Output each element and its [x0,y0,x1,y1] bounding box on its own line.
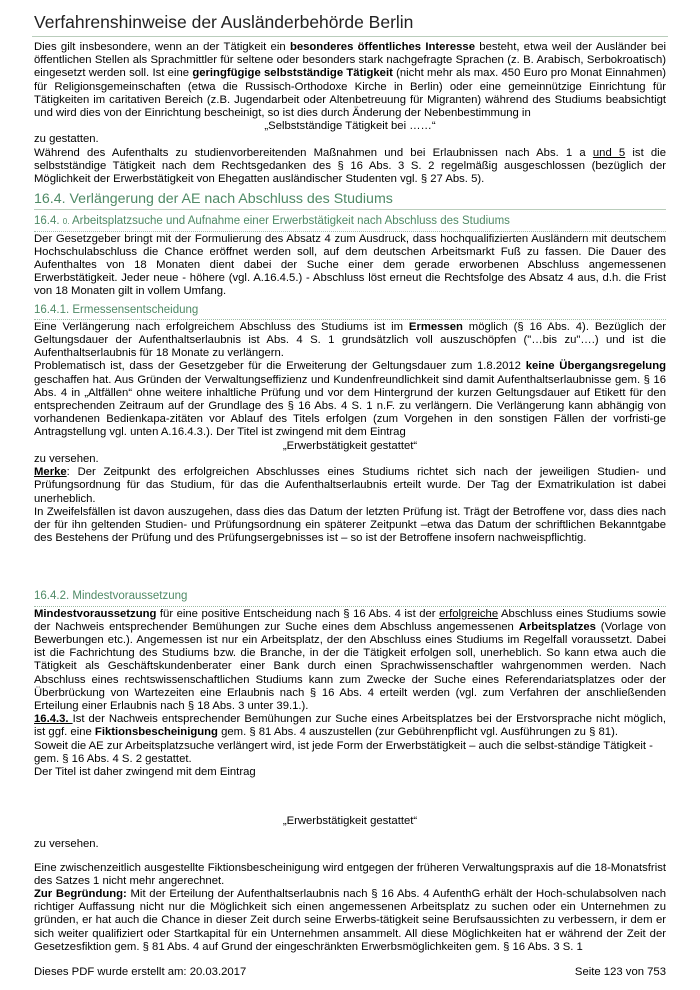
intro-paragraph-3: Während des Aufenthalts zu studienvorbereitenden Maßnahmen und bei Erlaubnissen nach Abs. 1 a und 5 ist die selbstständige Tätigkeit nach dem Rechtsgedanken des § 16 Abs. 3 S. 2 regelmäßig ausgeschlossen (bezüglich der Möglichkeit der Erwerbstätigkeit von Ehegatten ausländischer Studenten vgl. § 27 Abs. 5). [34,146,666,186]
document-title: Verfahrenshinweise der Ausländerbehörde Berlin [34,12,414,32]
spacer [34,852,666,862]
paragraph-16-4-1-d: In Zweifelsfällen ist davon auszugehen, dass dies das Datum der letzten Prüfung ist. Trägt der Betroffene vor, dass dies nach der für ihn geltenden Studien- und Prüfungsordnung ein späterer Zeitpunkt –etwa das Datum der schriftlichen Bekanntgabe des Bestehens der Prüfung und des Prüfungsergebnisses ist – so ist der Betroffene insofern nachweispflichtig. [34,505,666,545]
subsection-heading-16-4-0: 16.4. 0. Arbeitsplatzsuche und Aufnahme einer Erwerbstätigkeit nach Abschluss des Studiums [34,215,666,231]
paragraph-16-4-2-d: zu versehen. [34,838,99,851]
paragraph-16-4-2-f: Zur Begründung: Mit der Erteilung der Aufenthaltserlaubnis nach § 16 Abs. 4 AufenthG erhält der Hoch-schulabsolven nach richtiger Auffassung nicht nur die Möglichkeit sich einen angemessenen Arbeitsplatz zu suchen oder ein Unternehmen zu gründen, er hat auch die Chance in dieser Zeit durch seine Erwerbs-tätigkeit seine Berufsaussichten zu verbessern, ir dem er sich weiter qualifiziert oder Startkapital für ein Unternehmen ansammelt. All diese Möglichkeiten hat er während der Zeit der Gesetzesfiktion gem. § 81 Abs. 4 auf Grund der eingeschränkten Erwerbsmöglichkeiten gem. § 16 Abs. 3 S. 1 [34,887,666,953]
footer-page-number: Seite 123 von 753 [574,966,666,978]
paragraph-16-4-1-b: Problematisch ist, dass der Gesetzgeber für die Erweiterung der Geltungsdauer zum 1.8.2012 keine Übergangsregelung geschaffen hat. Aus Gründen der Verwaltungseffizienz und Kundenfreundlichkeit sind damit Aufenthaltserlaubnisse gem. § 16 Abs. 4 in „Altfällen“ ohne weitere inhaltliche Prüfung und vor dem Hintergrund der kurzen Geltungsdauer auf Etikett für den entsprechenden Zeitraum auf der Grundlage des § 16 Abs. 4 S. 1 n.F. zu verlängern. Die Verlängerung kann abhängig von vorhandenen Bedienkapa-zitäten vor Ablauf des Titels erfolgen (zum Vorgehen in den sonstigen Fällen der vorfristi-ge Antragstellung vgl. unten A.16.4.3.). Der Titel ist zwingend mit dem Eintrag [34,360,666,439]
intro-paragraph-2: zu gestatten. [34,133,99,146]
paragraph-16-4-3: 16.4.3. Ist der Nachweis entsprechender Bemühungen zur Suche eines Arbeitsplatzes bei der Erstvorsprache nicht möglich, ist ggf. eine Fiktionsbescheinigung gem. § 81 Abs. 4 auszustellen (zur Gebührenpflicht vgl. Ausführungen zu § 81). [34,713,666,739]
section-heading-16-4: 16.4. Verlängerung der AE nach Abschluss des Studiums [34,193,666,210]
paragraph-16-4-1-merke: Merke: Der Zeitpunkt des erfolgreichen Abschlusses eines Studiums richtet sich nach der jeweiligen Studien- und Prüfungsordnung für das Studium, für das die Aufenthaltserlaubnis erteilt wurde. Der Tag der Exmatrikulation ist dabei unerheblich. [34,466,666,505]
paragraph-16-4-1-a: Eine Verlängerung nach erfolgreichem Abschluss des Studiums ist im Ermessen möglich (§ 16 Abs. 4). Bezüglich der Geltungsdauer der Aufenthaltserlaubnis ist Abs. 4 S. 1 grundsätzlich voll auszuschöpfen ("…bis zu"….) und ist die Aufenthaltserlaubnis für 18 Monate zu verlängern. [34,320,666,360]
spacer [34,779,666,815]
paragraph-16-4-0: Der Gesetzgeber bringt mit der Formulierung des Absatz 4 zum Ausdruck, dass hochqualifizierten Ausländern mit deutschem Hochschulabschluss die Chance eröffnet werden soll, auf dem deutschen Arbeitsmarkt Fuß zu fassen. Die Dauer des Aufenthaltes von 18 Monaten dient dabei der Suche einer dem gerade erworbenen Abschluss angemessenen Erwerbstätigkeit. Jeder neue - höhere (vgl. A.16.4.5.) - Abschluss löst erneut die Rechtsfolge des Absatz 4 aus, d.h. die Frist von 18 Monaten gilt in vollem Umfang. [34,232,666,298]
subsection-heading-16-4-2: 16.4.2. Mindestvoraussetzung [34,590,666,606]
spacer [34,545,666,585]
intro-quote: „Selbstständige Tätigkeit bei ……“ [264,120,436,133]
intro-paragraph-1: Dies gilt insbesondere, wenn an der Tätigkeit ein besonderes öffentliches Interesse besteht, etwa weil der Ausländer bei öffentlichen Stellen als Sprachmittler für seltene oder besonders stark nachgefragte Sprachen (z. B. Arabisch, Serbokroatisch) eingesetzt werden soll. Ist eine geringfügige selbstständige Tätigkeit (nicht mehr als max. 450 Euro pro Monat Einnahmen) für Religionsgemeinschaften (etwa die Russisch-Orthodoxe Kirche in Berlin) oder eine gemeinnützige Einrichtung für Tätigkeiten im caritativen Bereich (z.B. Jugendarbeit oder Altenbetreuung für Migranten) während des Studiums beabsichtigt und wird dies von der Einrichtung bescheinigt, so ist dies durch Änderung der Nebenbestimmung in [34,41,666,120]
paragraph-16-4-2-e: Eine zwischenzeitlich ausgestellte Fiktionsbescheinigung wird entgegen der früheren Verwaltungspraxis auf die 18-Monatsfrist des Satzes 1 nicht mehr angerechnet. [34,861,666,887]
spacer [34,828,666,838]
paragraph-16-4-1-c: zu versehen. [34,452,99,465]
paragraph-16-4-2-a: Mindestvoraussetzung für eine positive Entscheidung nach § 16 Abs. 4 ist der erfolgreiche Abschluss eines Studiums sowie der Nachweis entsprechender Bemühungen zur Suche eines dem Abschluss angemessenen Arbeitsplatzes (Vorlage von Bewerbungen etc.). Angemessen ist nur ein Arbeitsplatz, der den Abschluss eines Studiums im Regelfall voraussetzt. Dabei ist die Fachrichtung des Studiums bzw. die Branche, in der die Tätigkeit erfolgen soll, unerheblich. So kann etwa auch die Tätigkeit als Geschäftskundenberater einer Bank durch einen Sprachwissenschaftler wahrgenommen werden. Nach Abschluss eines rechtswissenschaftlichen Studiums kann zum Zwecke der Suche eines Referendariatsplatzes oder der Überbrückung von Wartezeiten eine Erlaubnis nach § 16 Abs. 4 erteilt werden (vgl. zum Verfahren der anschließenden Erteilung einer Erlaubnis nach § 18 Abs. 3 unter 39.1.). [34,607,666,712]
quote-erwerbstaetigkeit-1: „Erwerbstätigkeit gestattet“ [282,439,418,452]
paragraph-16-4-2-b: Soweit die AE zur Arbeitsplatzsuche verlängert wird, ist jede Form der Erwerbstätigkeit – auch die selbst-ständige Tätigkeit - gem. § 16 Abs. 4 S. 2 gestattet. [34,739,653,765]
footer-created-date: Dieses PDF wurde erstellt am: 20.03.2017 [34,966,247,978]
paragraph-16-4-2-c: Der Titel ist daher zwingend mit dem Eintrag [34,765,256,778]
quote-erwerbstaetigkeit-2: „Erwerbstätigkeit gestattet“ [282,815,418,828]
header-divider [32,36,668,37]
subsection-heading-16-4-1: 16.4.1. Ermessensentscheidung [34,304,666,320]
document-body [34,41,666,954]
